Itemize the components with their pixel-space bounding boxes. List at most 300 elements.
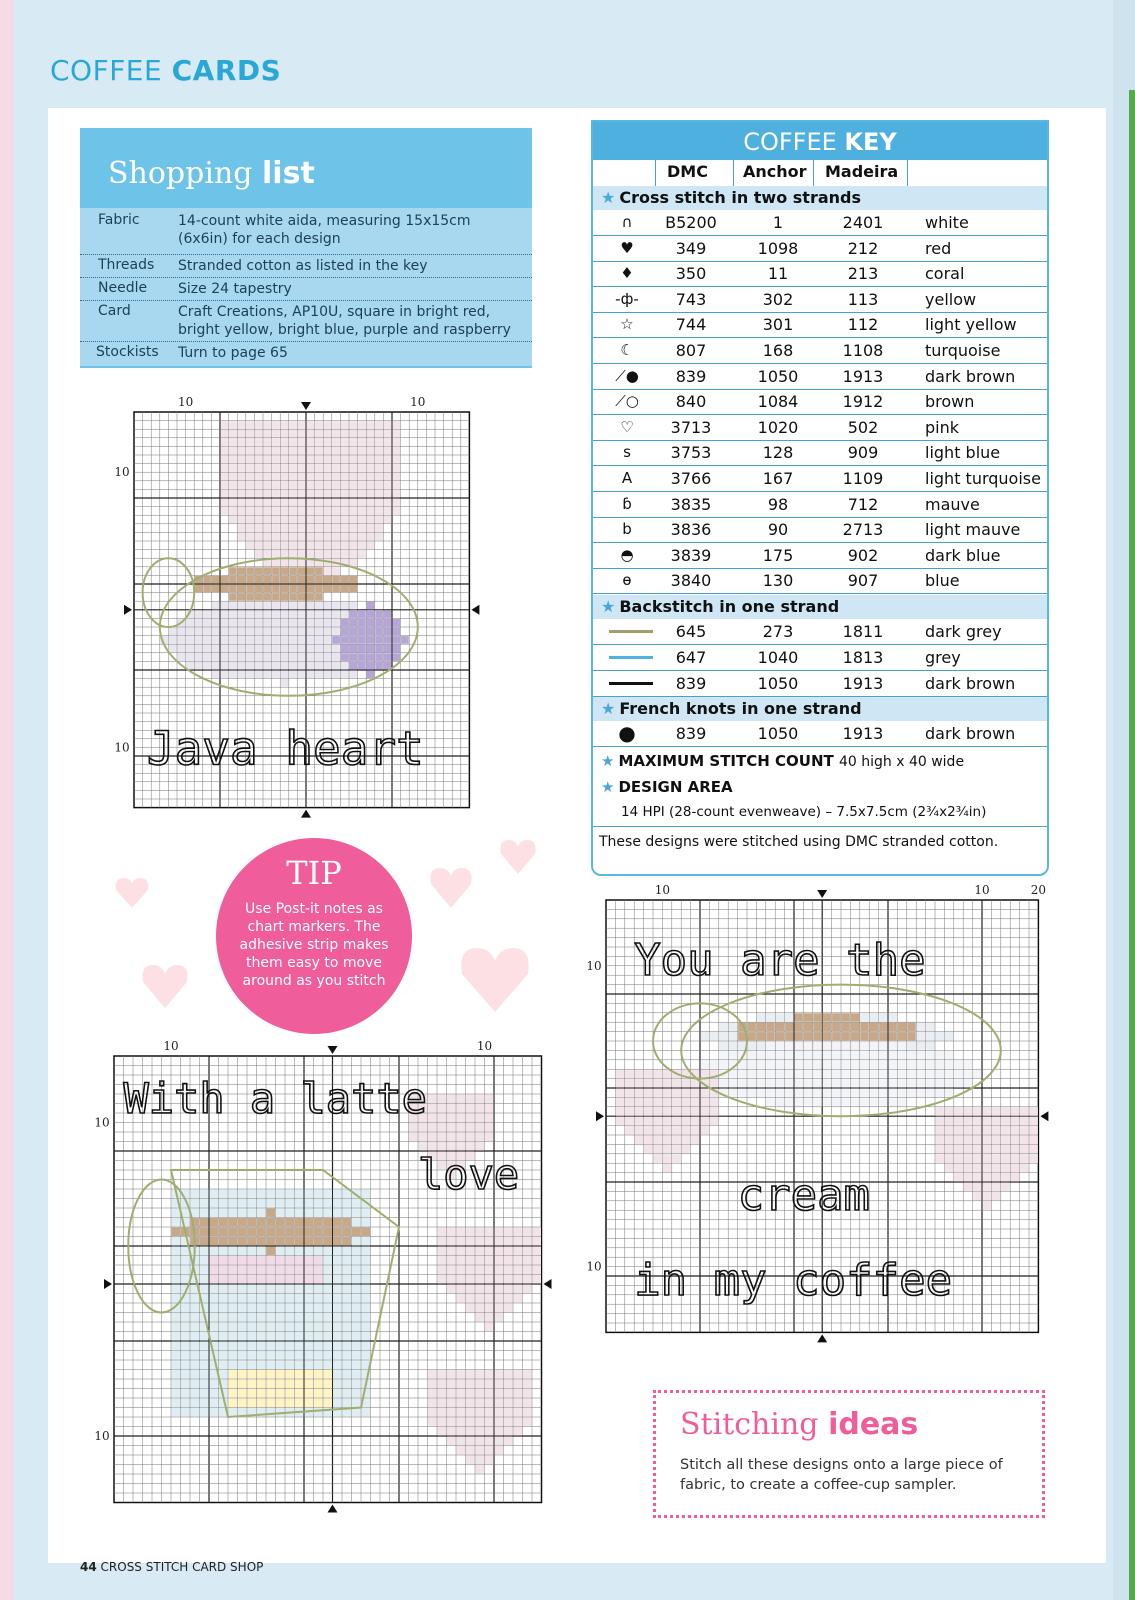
heart-stitch — [358, 550, 366, 558]
cup-stitch — [333, 1266, 342, 1275]
cup-stitch — [229, 662, 237, 670]
shadow-stitch — [384, 636, 392, 644]
cup-stitch — [210, 1247, 219, 1256]
shopping-row-needle — [80, 278, 532, 301]
cup-stitch — [314, 1408, 323, 1417]
heart-stitch — [1011, 1136, 1019, 1144]
cup-stitch — [343, 1389, 352, 1398]
shadow-stitch — [375, 662, 383, 670]
heart-stitch — [315, 524, 323, 532]
heart-stitch — [1020, 1154, 1028, 1162]
star-stitch — [295, 1370, 304, 1379]
coffee-stitch — [870, 1023, 878, 1031]
heart-stitch — [315, 438, 323, 446]
heart-stitch — [701, 1126, 709, 1134]
heart-stitch — [485, 1228, 494, 1237]
saucer-stitch — [889, 1070, 897, 1078]
heart-stitch — [264, 481, 272, 489]
heart-stitch — [485, 1123, 494, 1132]
star-stitch — [305, 1389, 314, 1398]
shopping-row-threads — [80, 255, 532, 278]
heart-stitch — [281, 499, 289, 507]
heart-stitch — [428, 1123, 437, 1132]
colour-name: mauve — [925, 494, 980, 514]
mauve-stitch — [267, 1266, 276, 1275]
heart-stitch — [264, 542, 272, 550]
heart-stitch — [229, 473, 237, 481]
cup-stitch — [219, 1209, 228, 1218]
cup-stitch — [257, 1190, 266, 1199]
saucer-stitch — [766, 1079, 774, 1087]
heart-stitch — [504, 1304, 513, 1313]
cup-stitch — [248, 1304, 257, 1313]
coffee-stitch — [851, 1032, 859, 1040]
coffee-stitch — [248, 1218, 257, 1227]
backstitch-line-icon — [609, 630, 653, 633]
shadow-stitch — [341, 619, 349, 627]
cup-stitch — [352, 1351, 361, 1360]
coffee-stitch — [343, 1218, 352, 1227]
cup-stitch — [172, 1285, 181, 1294]
cup-stitch — [307, 636, 315, 644]
heart-stitch — [476, 1304, 485, 1313]
heart-stitch — [710, 1117, 718, 1125]
heart-stitch — [476, 1446, 485, 1455]
cup-stitch — [352, 1237, 361, 1246]
cup-stitch — [172, 1342, 181, 1351]
cup-stitch — [333, 1332, 342, 1341]
cup-stitch — [212, 602, 220, 610]
heart-stitch — [1011, 1173, 1019, 1181]
cup-stitch — [172, 1399, 181, 1408]
tip-text: Use Post-it notes as chart markers. The adhesive strip makes them easy to move around as you stitch — [239, 901, 389, 989]
heart-stitch — [457, 1399, 466, 1408]
cup-stitch — [324, 1294, 333, 1303]
heart-stitch — [533, 1266, 542, 1275]
cup-stitch — [264, 628, 272, 636]
cup-stitch — [191, 1389, 200, 1398]
heart-stitch — [644, 1126, 652, 1134]
cup-stitch — [272, 610, 280, 618]
madeira-value: 212 — [847, 238, 879, 258]
cup-stitch — [710, 1032, 718, 1040]
heart-stitch — [1030, 1154, 1038, 1162]
heart-stitch — [936, 1136, 944, 1144]
backstitch-row — [593, 671, 1047, 697]
saucer-stitch — [842, 1089, 850, 1097]
cup-stitch — [272, 671, 280, 679]
coffee-stitch — [276, 1218, 285, 1227]
cup-stitch — [362, 1190, 371, 1199]
heart-stitch — [654, 1070, 662, 1078]
madeira-value: 907 — [847, 571, 879, 591]
cup-stitch — [333, 1399, 342, 1408]
star-stitch — [267, 1389, 276, 1398]
coffee-stitch — [307, 593, 315, 601]
saucer-stitch — [738, 1070, 746, 1078]
coffee-stitch — [314, 1218, 323, 1227]
heart-stitch — [447, 1275, 456, 1284]
heart-stitch — [221, 473, 229, 481]
heart-stitch — [367, 542, 375, 550]
coffee-stitch — [307, 567, 315, 575]
latte-love-chart — [94, 1039, 568, 1538]
heart-symbol: ♥ — [620, 238, 634, 257]
heart-stitch — [238, 533, 246, 541]
heart-stitch — [438, 1399, 447, 1408]
anchor-value: 1040 — [757, 648, 799, 667]
mauve-stitch — [210, 1266, 219, 1275]
heart-stitch — [504, 1370, 513, 1379]
heart-stitch — [954, 1154, 962, 1162]
heart-stitch — [332, 542, 340, 550]
shadow-stitch — [375, 628, 383, 636]
star-stitch — [314, 1399, 323, 1408]
heart-stitch — [495, 1247, 504, 1256]
shopping-row-fabric — [80, 210, 532, 255]
heart-stitch — [504, 1389, 513, 1398]
heart-stitch — [485, 1095, 494, 1104]
cup-stitch — [324, 1304, 333, 1313]
mauve-stitch — [248, 1256, 257, 1265]
saucer-stitch — [748, 1079, 756, 1087]
heart-stitch — [438, 1237, 447, 1246]
shadow-stitch — [358, 662, 366, 670]
heart-stitch — [341, 542, 349, 550]
heart-stitch — [616, 1107, 624, 1115]
cup-stitch — [172, 1218, 181, 1227]
heart-stitch — [682, 1136, 690, 1144]
coffee-stitch — [315, 593, 323, 601]
cup-stitch — [298, 653, 306, 661]
heart-stitch — [315, 473, 323, 481]
saucer-stitch — [954, 1060, 962, 1068]
cup-stitch — [281, 636, 289, 644]
mauve-stitch — [229, 1256, 238, 1265]
heart-stitch — [476, 1266, 485, 1275]
heart-stitch — [332, 490, 340, 498]
mauve-stitch — [314, 1256, 323, 1265]
cup-stitch — [219, 1247, 228, 1256]
cup-stitch — [343, 1256, 352, 1265]
cup-stitch — [238, 653, 246, 661]
cup-stitch — [324, 1361, 333, 1370]
heart-stitch — [983, 1154, 991, 1162]
star-icon: ★ — [601, 597, 616, 616]
coffee-stitch — [289, 585, 297, 593]
heart-stitch — [691, 1117, 699, 1125]
heart-stitch — [973, 1107, 981, 1115]
cup-stitch — [248, 1332, 257, 1341]
heart-stitch — [485, 1275, 494, 1284]
saucer-stitch — [766, 1070, 774, 1078]
saucer-stitch — [898, 1079, 906, 1087]
heart-stitch — [476, 1418, 485, 1427]
cup-stitch — [314, 1323, 323, 1332]
heart-stitch — [973, 1164, 981, 1172]
heart-stitch — [504, 1437, 513, 1446]
heart-stitch — [485, 1266, 494, 1275]
heart-stitch — [384, 481, 392, 489]
coffee-stitch — [286, 1218, 295, 1227]
heart-stitch — [229, 438, 237, 446]
cup-stitch — [186, 636, 194, 644]
ideas-title-bold: ideas — [828, 1407, 919, 1442]
cup-stitch — [314, 1342, 323, 1351]
shadow-stitch — [358, 619, 366, 627]
heart-stitch — [1030, 1145, 1038, 1153]
heart-stitch — [264, 507, 272, 515]
cup-stitch — [255, 662, 263, 670]
cup-stitch — [191, 1199, 200, 1208]
mauve-stitch — [229, 1266, 238, 1275]
heart-stitch — [375, 464, 383, 472]
saucer-stitch — [851, 1079, 859, 1087]
mauve-stitch — [219, 1266, 228, 1275]
cup-stitch — [267, 1323, 276, 1332]
cross-heading-text: Cross stitch in two strands — [619, 188, 861, 207]
heart-stitch — [447, 1114, 456, 1123]
area-label: DESIGN AREA — [618, 778, 733, 796]
cup-stitch — [333, 1209, 342, 1218]
heart-stitch — [315, 550, 323, 558]
saucer-stitch — [766, 1089, 774, 1097]
coffee-stitch — [203, 585, 211, 593]
heart-stitch — [476, 1370, 485, 1379]
heart-stitch — [983, 1136, 991, 1144]
saucer-stitch — [785, 1089, 793, 1097]
heart-stitch — [945, 1145, 953, 1153]
heart-stitch — [466, 1437, 475, 1446]
mauve-stitch — [286, 1275, 295, 1284]
heart-stitch — [523, 1399, 532, 1408]
cup-stitch — [203, 645, 211, 653]
cup-stitch — [221, 645, 229, 653]
heart-stitch — [298, 456, 306, 464]
cup-stitch — [341, 662, 349, 670]
cup-stitch — [289, 619, 297, 627]
heart-stitch — [375, 516, 383, 524]
mauve-stitch — [286, 1256, 295, 1265]
heart-stitch — [992, 1145, 1000, 1153]
coffee-stitch — [823, 1032, 831, 1040]
heart-stitch — [324, 456, 332, 464]
heart-stitch — [466, 1294, 475, 1303]
heart-stitch — [1001, 1145, 1009, 1153]
cup-stitch — [289, 671, 297, 679]
coffee-stitch — [200, 1218, 209, 1227]
coffee-stitch — [842, 1013, 850, 1021]
cup-stitch — [286, 1190, 295, 1199]
heart-stitch — [1020, 1164, 1028, 1172]
cup-stitch — [200, 1389, 209, 1398]
cup-stitch — [333, 1199, 342, 1208]
saucer-stitch — [823, 1060, 831, 1068]
decor-heart-icon — [428, 864, 474, 910]
cup-stitch — [210, 1209, 219, 1218]
heart-stitch — [229, 447, 237, 455]
cup-stitch — [286, 1247, 295, 1256]
star-stitch — [276, 1380, 285, 1389]
heart-stitch — [466, 1266, 475, 1275]
heart-stitch — [495, 1237, 504, 1246]
heart-stitch — [973, 1126, 981, 1134]
coffee-stitch — [238, 576, 246, 584]
cup-stitch — [341, 610, 349, 618]
decor-heart-icon — [498, 836, 538, 876]
star-stitch — [295, 1399, 304, 1408]
heart-stitch — [272, 464, 280, 472]
saucer-stitch — [936, 1060, 944, 1068]
cup-stitch — [281, 679, 289, 687]
star-stitch — [276, 1399, 285, 1408]
saucer-stitch — [851, 1089, 859, 1097]
mauve-stitch — [257, 1266, 266, 1275]
heart-stitch — [936, 1154, 944, 1162]
centre-arrow-icon — [301, 810, 311, 818]
cup-stitch — [362, 1209, 371, 1218]
centre-arrow-icon — [104, 1279, 112, 1289]
dmc-value: 744 — [675, 315, 707, 335]
cup-stitch — [324, 645, 332, 653]
heart-stitch — [672, 1089, 680, 1097]
heart-stitch — [358, 524, 366, 532]
cup-stitch — [324, 1199, 333, 1208]
heart-stitch — [221, 456, 229, 464]
anchor-value: 167 — [762, 469, 794, 488]
heart-stitch — [289, 438, 297, 446]
mauve-stitch — [286, 1266, 295, 1275]
cup-stitch — [219, 1313, 228, 1322]
anchor-value: 1 — [772, 213, 784, 232]
key-note: These designs were stitched using DMC stranded cotton. — [599, 834, 999, 850]
heart-stitch — [307, 550, 315, 558]
heart-stitch — [457, 1133, 466, 1142]
heart-stitch — [447, 1399, 456, 1408]
coffee-stitch — [870, 1032, 878, 1040]
cup-stitch — [333, 1342, 342, 1351]
saucer-stitch — [926, 1079, 934, 1087]
star-stitch — [305, 1370, 314, 1379]
heart-stitch — [393, 438, 401, 446]
b-outline-symbol: b — [622, 520, 632, 539]
cup-stitch — [200, 1275, 209, 1284]
shopping-row-stockists — [80, 342, 532, 364]
dmc-value: 743 — [675, 289, 707, 309]
cup-stitch — [248, 1285, 257, 1294]
heart-stitch — [315, 421, 323, 429]
heart-stitch — [514, 1228, 523, 1237]
cup-stitch — [352, 1399, 361, 1408]
coffee-stitch — [281, 576, 289, 584]
chart-lettering: love — [418, 1150, 520, 1199]
heart-stitch — [272, 456, 280, 464]
cup-stitch — [191, 1313, 200, 1322]
heart-stitch — [672, 1079, 680, 1087]
heart-stitch — [1001, 1117, 1009, 1125]
cup-stitch — [729, 1032, 737, 1040]
coffee-stitch — [333, 1218, 342, 1227]
heart-stitch — [964, 1117, 972, 1125]
saucer-stitch — [917, 1051, 925, 1059]
heart-stitch — [466, 1304, 475, 1313]
heart-stitch — [495, 1389, 504, 1398]
cup-stitch — [248, 1361, 257, 1370]
coffee-stitch — [238, 585, 246, 593]
heart-stitch — [616, 1098, 624, 1106]
cup-stitch — [362, 1304, 371, 1313]
cross-stitch-row — [593, 415, 1047, 441]
heart-stitch — [358, 533, 366, 541]
cup-stitch — [281, 671, 289, 679]
cup-stitch — [333, 1275, 342, 1284]
cup-stitch — [200, 1199, 209, 1208]
cup-stitch — [221, 628, 229, 636]
shadow-stitch — [384, 645, 392, 653]
saucer-stitch — [889, 1060, 897, 1068]
saucer-stitch — [842, 1098, 850, 1106]
cup-stitch — [203, 619, 211, 627]
heart-stitch — [324, 550, 332, 558]
coffee-stitch — [219, 1228, 228, 1237]
heart-stitch — [332, 567, 340, 575]
heart-stitch — [255, 516, 263, 524]
star-stitch — [305, 1399, 314, 1408]
shadow-stitch — [358, 645, 366, 653]
saucer-stitch — [917, 1079, 925, 1087]
heart-stitch — [428, 1095, 437, 1104]
cup-stitch — [305, 1323, 314, 1332]
heart-stitch — [1001, 1154, 1009, 1162]
heart-stitch — [533, 1275, 542, 1284]
heart-stitch — [298, 499, 306, 507]
heart-stitch — [393, 490, 401, 498]
heart-stitch — [1011, 1126, 1019, 1134]
cup-stitch — [286, 1304, 295, 1313]
mauve-stitch — [276, 1256, 285, 1265]
saucer-stitch — [738, 1089, 746, 1097]
saucer-stitch — [945, 1051, 953, 1059]
star-icon: ★ — [601, 188, 616, 207]
cross-stitch-row — [593, 568, 1047, 594]
heart-stitch — [393, 473, 401, 481]
cup-stitch — [298, 619, 306, 627]
cup-stitch — [315, 628, 323, 636]
coffee-stitch — [295, 1218, 304, 1227]
madeira-value: 2713 — [842, 520, 884, 540]
cup-stitch — [191, 1332, 200, 1341]
cup-stitch — [238, 1209, 247, 1218]
shopping-value: Craft Creations, AP10U, square in bright red, bright yellow, bright blue, purple and raspberry — [178, 304, 511, 338]
coffee-stitch — [748, 1032, 756, 1040]
cross-stitch-row — [593, 210, 1047, 236]
cup-stitch — [289, 628, 297, 636]
cup-stitch — [210, 1323, 219, 1332]
heart-stitch — [384, 456, 392, 464]
pin-outline-symbol: ⟋○ — [615, 392, 639, 411]
coffee-stitch — [257, 1228, 266, 1237]
cup-stitch — [324, 1313, 333, 1322]
heart-stitch — [682, 1117, 690, 1125]
cup-stitch — [257, 1351, 266, 1360]
heart-stitch — [307, 456, 315, 464]
cup-stitch — [255, 602, 263, 610]
heart-stitch — [324, 490, 332, 498]
cup-stitch — [229, 1323, 238, 1332]
heart-stitch — [375, 524, 383, 532]
cup-stitch — [181, 1304, 190, 1313]
anchor-value: 175 — [762, 545, 794, 565]
